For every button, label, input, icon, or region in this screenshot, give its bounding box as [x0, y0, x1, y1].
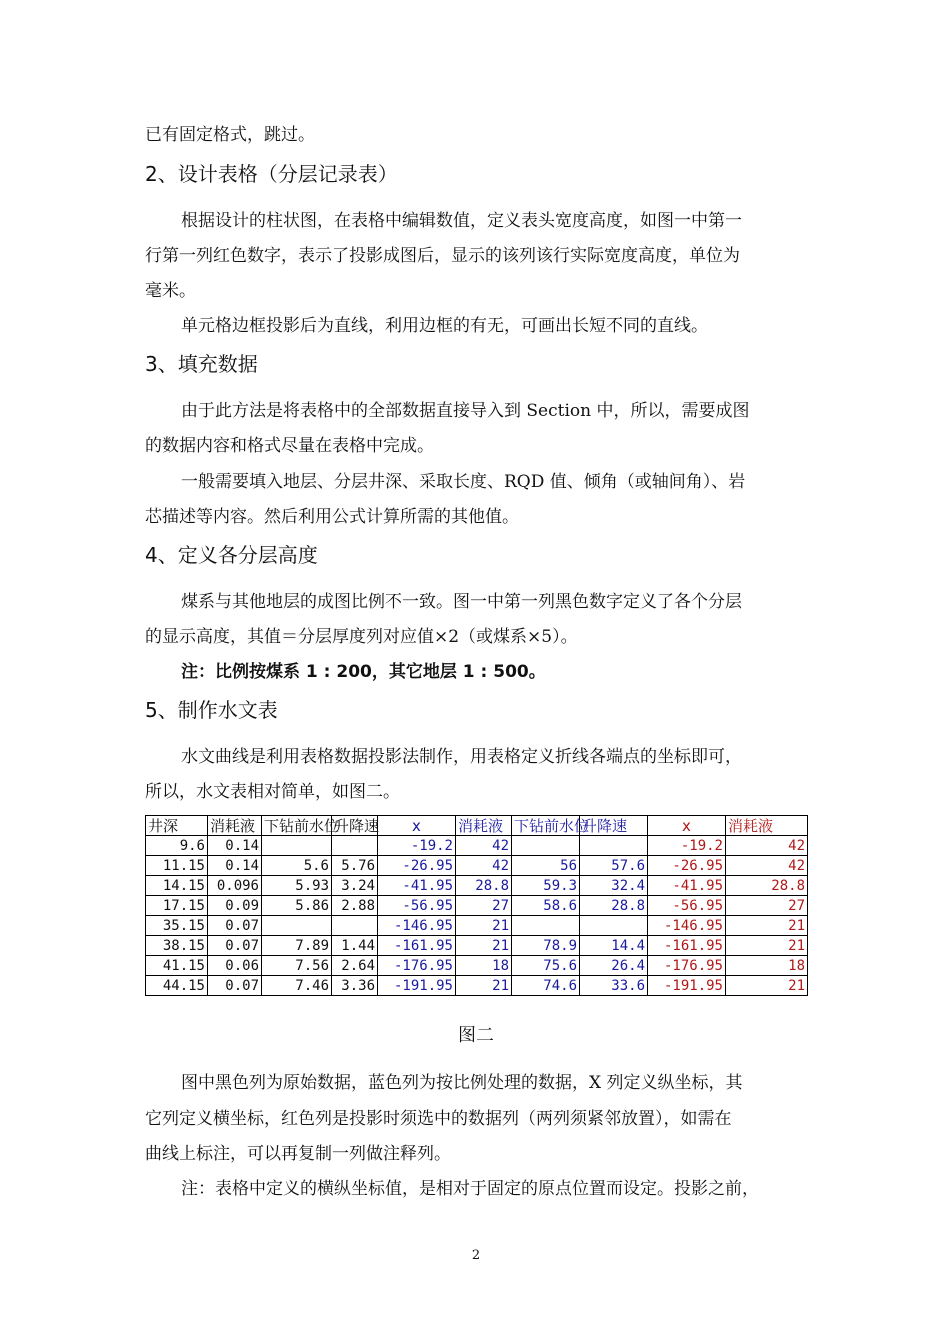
- table-cell: -146.95: [378, 916, 456, 936]
- table-header-cell: 消耗液: [208, 816, 262, 836]
- table-cell: 5.93: [262, 876, 332, 896]
- table-cell: 3.36: [332, 976, 378, 996]
- table-cell: 28.8: [456, 876, 512, 896]
- paragraph-4b: 的显示高度，其值＝分层厚度列对应值×2（或煤系×5）。: [145, 627, 578, 647]
- table-cell: -161.95: [378, 936, 456, 956]
- paragraph-2d: 单元格边框投影后为直线，利用边框的有无，可画出长短不同的直线。: [181, 316, 708, 336]
- table-cell: -176.95: [378, 956, 456, 976]
- table-cell: -191.95: [378, 976, 456, 996]
- table-cell: 21: [456, 936, 512, 956]
- table-cell: [580, 916, 648, 936]
- table-cell: 18: [726, 956, 808, 976]
- section-heading-4: 4、定义各分层高度: [145, 543, 318, 567]
- table-cell: 0.07: [208, 936, 262, 956]
- paragraph-2c: 毫米。: [145, 281, 196, 301]
- table-cell: -56.95: [378, 896, 456, 916]
- table-row: [146, 856, 808, 876]
- table-header-cell: 井深: [146, 816, 208, 836]
- table-cell: [512, 916, 580, 936]
- table-cell: 17.15: [146, 896, 208, 916]
- table-cell: 56: [512, 856, 580, 876]
- paragraph-5a: 水文曲线是利用表格数据投影法制作，用表格定义折线各端点的坐标即可，: [181, 747, 742, 767]
- paragraph-3a: 由于此方法是将表格中的全部数据直接导入到 Section 中，所以，需要成图: [181, 401, 750, 421]
- table-cell: 0.096: [208, 876, 262, 896]
- table-header-cell: 消耗液: [726, 816, 808, 836]
- table-cell: 21: [726, 976, 808, 996]
- table-cell: 42: [456, 856, 512, 876]
- table-cell: -161.95: [648, 936, 726, 956]
- table-row: [146, 916, 808, 936]
- table-header-cell: 下钻前水位: [262, 816, 332, 836]
- table-header-cell: 升降速: [332, 816, 378, 836]
- table-header-cell: 升降速: [580, 816, 648, 836]
- table-cell: 42: [726, 856, 808, 876]
- table-cell: 0.14: [208, 856, 262, 876]
- table-cell: 27: [456, 896, 512, 916]
- table-header-cell: 消耗液: [456, 816, 512, 836]
- table-cell: -41.95: [648, 876, 726, 896]
- table-cell: 38.15: [146, 936, 208, 956]
- table-cell: 21: [456, 976, 512, 996]
- table-cell: 57.6: [580, 856, 648, 876]
- table-cell: -26.95: [648, 856, 726, 876]
- table-cell: 75.6: [512, 956, 580, 976]
- table-cell: 58.6: [512, 896, 580, 916]
- table-row: [146, 936, 808, 956]
- table-header-cell: x: [378, 816, 456, 836]
- table-cell: [262, 836, 332, 856]
- table-cell: 7.56: [262, 956, 332, 976]
- section-heading-2: 2、设计表格（分层记录表）: [145, 162, 398, 186]
- page-number: 2: [471, 1248, 481, 1263]
- paragraph-5b: 所以，水文表相对简单，如图二。: [145, 782, 400, 802]
- table-cell: -191.95: [648, 976, 726, 996]
- paragraph-6a: 图中黑色列为原始数据，蓝色列为按比例处理的数据，X 列定义纵坐标，其: [181, 1073, 743, 1093]
- figure-caption: 图二: [458, 1025, 494, 1046]
- table-row: [146, 976, 808, 996]
- table-cell: 28.8: [580, 896, 648, 916]
- table-cell: 1.44: [332, 936, 378, 956]
- table-cell: 78.9: [512, 936, 580, 956]
- table-cell: 5.6: [262, 856, 332, 876]
- table-cell: 11.15: [146, 856, 208, 876]
- paragraph-6b: 它列定义横坐标，红色列是投影时须选中的数据列（两列须紧邻放置），如需在: [145, 1109, 732, 1129]
- paragraph-2b: 行第一列红色数字，表示了投影成图后，显示的该列该行实际宽度高度，单位为: [145, 246, 740, 266]
- table-row: [146, 956, 808, 976]
- note-scale: 注：比例按煤系 1 : 200，其它地层 1 : 500。: [181, 662, 546, 682]
- section-heading-5: 5、制作水文表: [145, 698, 278, 722]
- table-cell: -176.95: [648, 956, 726, 976]
- table-cell: 32.4: [580, 876, 648, 896]
- table-body: [146, 836, 808, 996]
- table-cell: 0.09: [208, 896, 262, 916]
- table-cell: [332, 836, 378, 856]
- table-cell: -146.95: [648, 916, 726, 936]
- table-cell: 26.4: [580, 956, 648, 976]
- table-cell: 9.6: [146, 836, 208, 856]
- table-cell: [262, 916, 332, 936]
- paragraph-3d: 芯描述等内容。然后利用公式计算所需的其他值。: [145, 507, 519, 527]
- table-cell: 0.07: [208, 976, 262, 996]
- table-cell: 33.6: [580, 976, 648, 996]
- table-cell: -19.2: [378, 836, 456, 856]
- table-cell: 14.4: [580, 936, 648, 956]
- table-cell: 21: [726, 916, 808, 936]
- note-coordinates: 注：表格中定义的横纵坐标值，是相对于固定的原点位置而设定。投影之前，: [181, 1179, 759, 1199]
- table-cell: 18: [456, 956, 512, 976]
- table-cell: 74.6: [512, 976, 580, 996]
- table-cell: -41.95: [378, 876, 456, 896]
- table-cell: [332, 916, 378, 936]
- table-cell: 5.76: [332, 856, 378, 876]
- table-cell: 7.46: [262, 976, 332, 996]
- table-cell: 21: [456, 916, 512, 936]
- table-cell: 21: [726, 936, 808, 956]
- table-cell: -26.95: [378, 856, 456, 876]
- table-cell: 42: [456, 836, 512, 856]
- table-cell: 2.64: [332, 956, 378, 976]
- paragraph-3c: 一般需要填入地层、分层井深、采取长度、RQD 值、倾角（或轴间角）、岩: [181, 472, 746, 492]
- section-heading-3: 3、填充数据: [145, 352, 258, 376]
- table-cell: 0.14: [208, 836, 262, 856]
- table-row: [146, 876, 808, 896]
- table-cell: [580, 836, 648, 856]
- table-header-cell: x: [648, 816, 726, 836]
- table-cell: 41.15: [146, 956, 208, 976]
- paragraph-intro: 已有固定格式，跳过。: [145, 125, 315, 145]
- table-cell: [512, 836, 580, 856]
- table-cell: 7.89: [262, 936, 332, 956]
- table-row: [146, 896, 808, 916]
- table-header-cell: 下钻前水位: [512, 816, 580, 836]
- table-cell: 59.3: [512, 876, 580, 896]
- paragraph-2a: 根据设计的柱状图，在表格中编辑数值，定义表头宽度高度，如图一中第一: [181, 211, 742, 231]
- table-cell: 3.24: [332, 876, 378, 896]
- table-cell: 42: [726, 836, 808, 856]
- table-cell: -19.2: [648, 836, 726, 856]
- table-cell: 27: [726, 896, 808, 916]
- table-cell: 5.86: [262, 896, 332, 916]
- paragraph-4a: 煤系与其他地层的成图比例不一致。图一中第一列黑色数字定义了各个分层: [181, 592, 742, 612]
- table-cell: 44.15: [146, 976, 208, 996]
- table-cell: 28.8: [726, 876, 808, 896]
- paragraph-3b: 的数据内容和格式尽量在表格中完成。: [145, 436, 434, 456]
- table-cell: 2.88: [332, 896, 378, 916]
- table-cell: -56.95: [648, 896, 726, 916]
- table-row: [146, 836, 808, 856]
- table-cell: 0.06: [208, 956, 262, 976]
- table-cell: 14.15: [146, 876, 208, 896]
- paragraph-6c: 曲线上标注，可以再复制一列做注释列。: [145, 1144, 451, 1164]
- hydrology-table: [145, 815, 808, 996]
- table-cell: 0.07: [208, 916, 262, 936]
- table-cell: 35.15: [146, 916, 208, 936]
- table-header-row: [146, 816, 808, 836]
